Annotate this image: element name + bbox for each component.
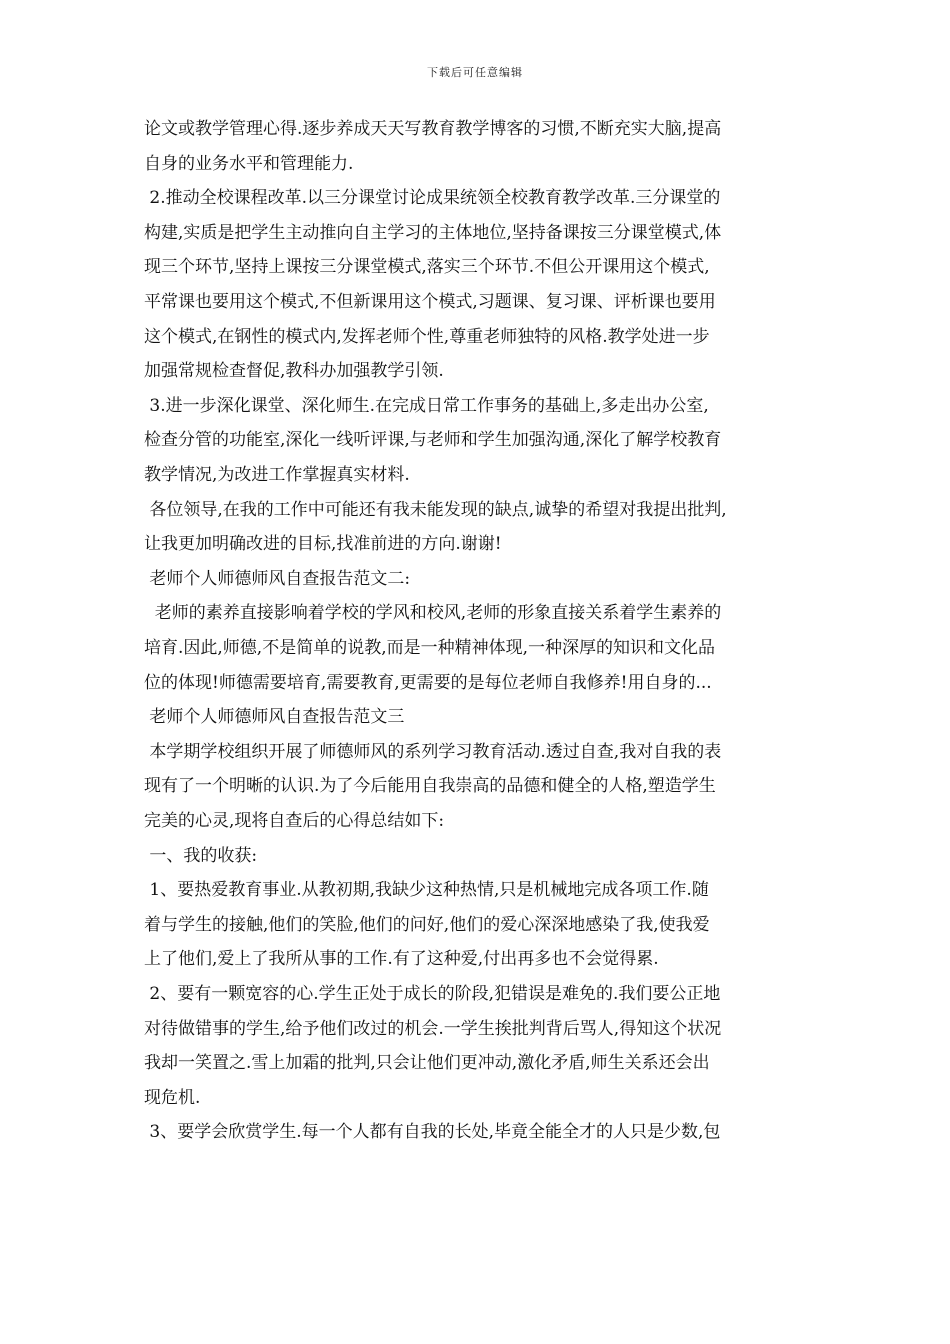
text-line: 一、我的收获: [144,845,258,866]
text-line: 现三个环节,坚持上课按三分课堂模式,落实三个环节.不但公开课用这个模式, [144,257,710,278]
text-line: 着与学生的接触,他们的笑脸,他们的问好,他们的爱心深深地感染了我,使我爱 [144,914,710,935]
text-line: 我却一笑置之.雪上加霜的批判,只会让他们更冲动,激化矛盾,师生关系还会出 [144,1053,710,1074]
text-line: 位的体现!师德需要培育,需要教育,更需要的是每位老师自我修养!用自身的... [144,672,712,693]
text-line: 检查分管的功能室,深化一线听评课,与老师和学生加强沟通,深化了解学校教育 [144,430,722,451]
text-line: 2、要有一颗宽容的心.学生正处于成长的阶段,犯错误是难免的.我们要公正地 [144,984,721,1004]
text-line: 老师的素养直接影响着学校的学风和校风,老师的形象直接关系着学生素养的 [144,603,722,624]
text-line: 完美的心灵,现将自查后的心得总结如下: [144,811,445,831]
text-line: 让我更加明确改进的目标,找准前进的方向.谢谢! [144,534,502,555]
text-line: 培育.因此,师德,不是简单的说教,而是一种精神体现,一种深厚的知识和文化品 [144,638,716,658]
text-line: 现危机. [144,1087,201,1108]
text-line: 老师个人师德师风自查报告范文三 [144,707,405,728]
text-line: 这个模式,在钢性的模式内,发挥老师个性,尊重老师独特的风格.教学处进一步 [144,326,710,347]
text-line: 3、要学会欣赏学生.每一个人都有自我的长处,毕竟全能全才的人只是少数,包 [144,1122,721,1143]
page-header: 下载后可任意编辑 [427,66,523,79]
text-line: 各位领导,在我的工作中可能还有我未能发现的缺点,诚挚的希望对我提出批判, [144,499,727,520]
text-line: 现有了一个明晰的认识.为了今后能用自我崇高的品德和健全的人格,塑造学生 [144,776,716,797]
text-line: 加强常规检查督促,教科办加强教学引领. [144,361,444,382]
text-line: 本学期学校组织开展了师德师风的系列学习教育活动.透过自查,我对自我的表 [144,741,722,762]
text-line: 1、要热爱教育事业.从教初期,我缺少这种热情,只是机械地完成各项工作.随 [144,880,709,901]
text-line: 平常课也要用这个模式,不但新课用这个模式,习题课、复习课、评析课也要用 [144,292,716,312]
text-line: 教学情况,为改进工作掌握真实材料. [144,465,410,485]
text-line: 3.进一步深化课堂、深化师生.在完成日常工作事务的基础上,多走出办公室, [144,395,709,416]
text-line: 构建,实质是把学生主动推向自主学习的主体地位,坚持备课按三分课堂模式,体 [144,222,722,243]
text-line: 自身的业务水平和管理能力. [144,153,354,174]
text-line: 对待做错事的学生,给予他们改过的机会.一学生挨批判背后骂人,得知这个状况 [144,1018,722,1039]
text-line: 2.推动全校课程改革.以三分课堂讨论成果统领全校教育教学改革.三分课堂的 [144,188,721,209]
text-line: 老师个人师德师风自查报告范文二: [144,568,411,589]
text-line: 论文或教学管理心得.逐步养成天天写教育教学博客的习惯,不断充实大脑,提高 [144,119,722,139]
text-line: 上了他们,爱上了我所从事的工作.有了这种爱,付出再多也不会觉得累. [144,949,659,970]
